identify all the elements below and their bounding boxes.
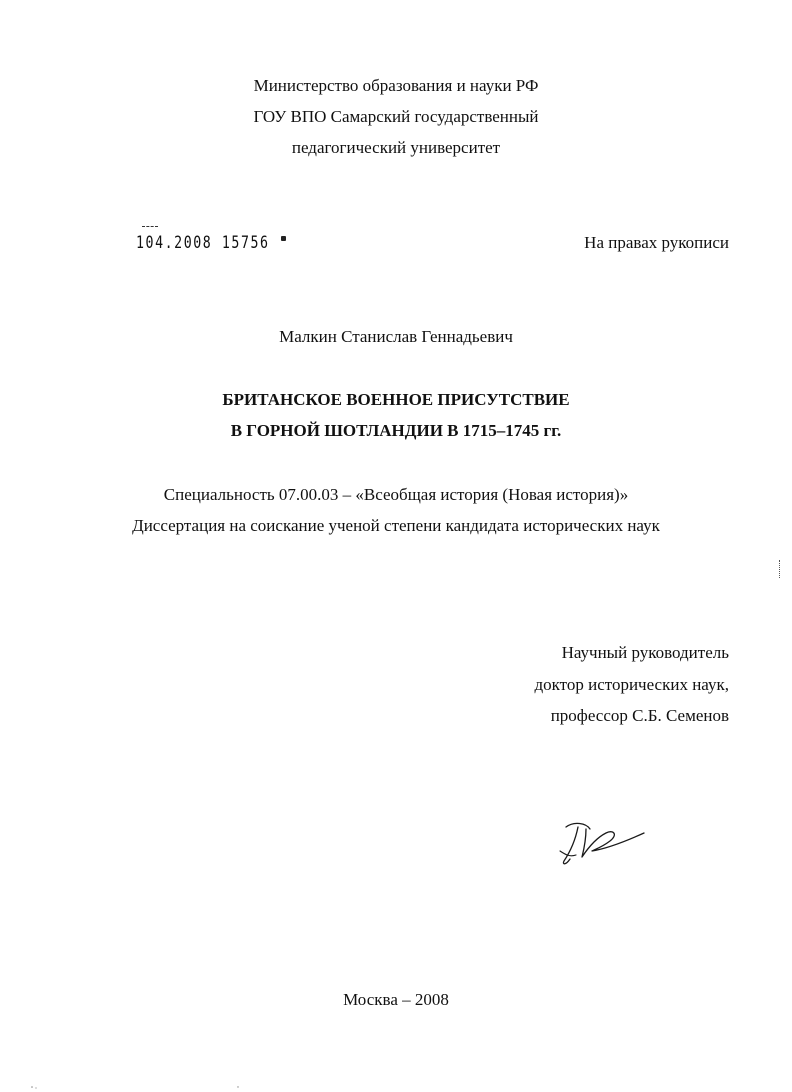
supervisor-line-1: Научный руководитель: [561, 643, 729, 662]
signature-icon: [556, 815, 648, 869]
code-dot-mark: [281, 236, 286, 241]
title-line-2: В ГОРНОЙ ШОТЛАНДИИ В 1715–1745 гг.: [230, 421, 562, 440]
library-code: 104.2008 15756: [136, 233, 270, 253]
specialty-line: Специальность 07.00.03 – «Всеобщая история (Новая история)»: [163, 485, 629, 504]
author-name: Малкин Станислав Геннадьевич: [279, 327, 513, 346]
footer-city-year: Москва – 2008: [343, 990, 449, 1009]
rights-note: На правах рукописи: [584, 233, 729, 252]
code-tick-mark: [142, 226, 158, 231]
supervisor-line-3: профессор С.Б. Семенов: [550, 706, 729, 725]
university-line-2: педагогический университет: [291, 138, 501, 157]
university-line-1: ГОУ ВПО Самарский государственный: [253, 107, 539, 126]
scan-edge-marks: [0, 1082, 792, 1092]
ministry-line: Министерство образования и науки РФ: [253, 76, 539, 95]
supervisor-line-2: доктор исторических наук,: [534, 675, 729, 694]
margin-marks: [779, 560, 782, 578]
title-line-1: БРИТАНСКОЕ ВОЕННОЕ ПРИСУТСТВИЕ: [222, 390, 570, 409]
dissertation-line: Диссертация на соискание ученой степени кандидата исторических наук: [132, 516, 660, 535]
